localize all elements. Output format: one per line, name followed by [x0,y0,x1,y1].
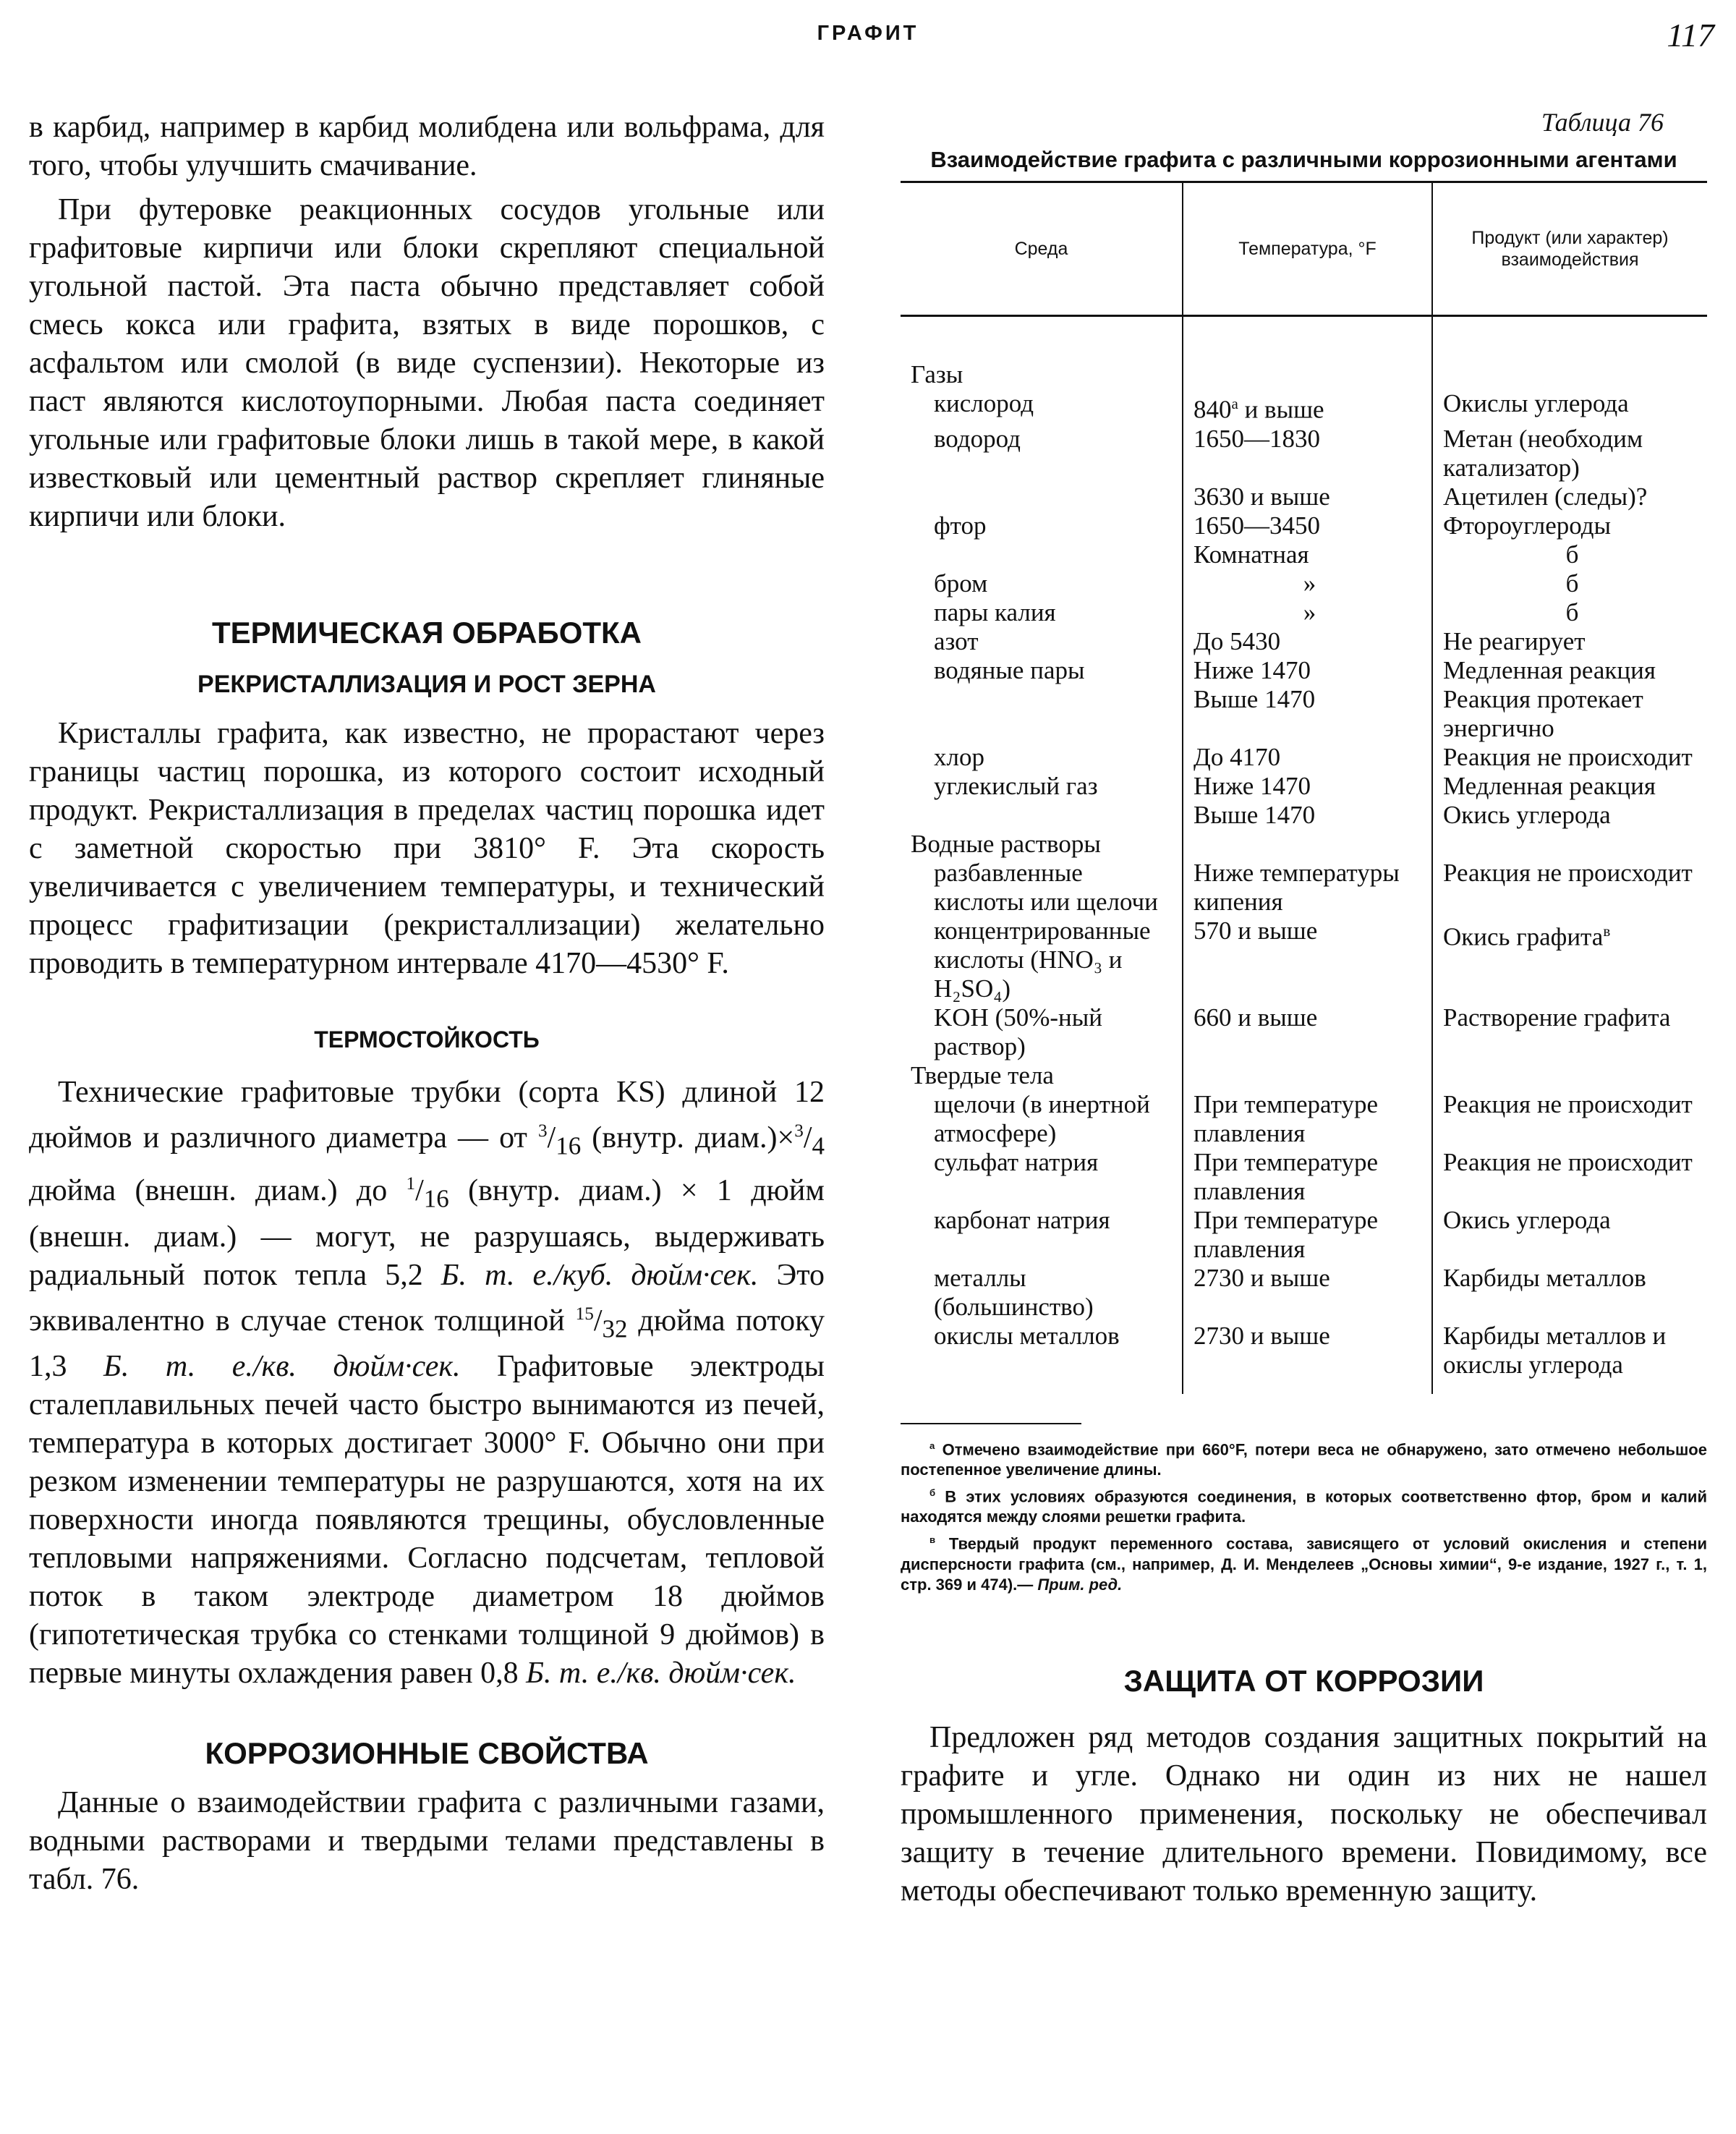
cell-product [1432,316,1707,390]
cell-medium: хлор [934,742,984,771]
cell-temperature: 2730 и выше [1183,1264,1432,1322]
table-row [901,1264,1707,1322]
table-row [901,569,1707,598]
cell-medium: металлы (большинство) [934,1263,1094,1321]
cell-medium: щелочи (в инертной атмосфере) [934,1089,1150,1147]
cell-temperature: Комнатная [1183,540,1432,569]
cell-temperature: $840^а$ и выше [1183,389,1432,425]
cell-product: б [1432,598,1707,627]
cell-temperature: » [1183,598,1432,627]
header-temperature: Температура, °F [1183,182,1432,316]
cell-temperature [1183,830,1432,859]
table-row [901,1322,1707,1394]
cell-temperature: Ниже 1470 [1183,656,1432,685]
cell-temperature: При температуре плавления [1183,1206,1432,1264]
cell-medium: карбонат натрия [934,1205,1110,1234]
cell-product: Окись углерода [1432,1206,1707,1264]
cell-medium: углекислый газ [934,771,1098,800]
footnote-c: $^в$ Твердый продукт переменного состава, зависящего от условий окисления и степени дисперсности графита (см., например, Д. И. Менделеев „Основы химии“, 9-е издание, 1927 г., т. 1, стр. 369 и 474).— Прим. ред. [901,1534,1707,1594]
table-label: Таблица 76 [1541,108,1664,137]
cell-temperature: При температуре плавления [1183,1148,1432,1206]
cell-medium: водяные пары [934,655,1085,684]
paragraph-lining: При футеровке реакционных сосудов угольные или графитовые кирпичи или блоки скрепляют специальной угольной пастой. Эта паста обычно представляет собой смесь кокса или графита, взятых в виде порошков, с асфальтом или смолой (в виде суспензии). Некоторые из паст являются кислотоупорными. Любая паста соединяет угольные или графитовые блоки лишь в такой мере, в какой известковый или цементный раствор скрепляет глиняные кирпичи или блоки. [29,193,825,533]
cell-temperature: 1650—1830 [1183,425,1432,483]
table-header-row [901,182,1707,316]
cell-medium: KOH (50%-ный раствор) [934,1003,1103,1060]
table-row [901,1206,1707,1264]
paragraph-corrosion-intro: Данные о взаимодействии графита с различными газами, водными растворами и твердыми телами представлены в табл. 76. [29,1786,825,1897]
cell-temperature [1183,1061,1432,1090]
cell-product: Реакция не происходит [1432,1090,1707,1148]
cell-product: Реакция не происходит [1432,743,1707,772]
table-row [901,1090,1707,1148]
right-column [901,107,1707,1910]
table-group-row [901,830,1707,859]
paragraph-carbide: в карбид, например в карбид молибдена или вольфрама, для того, чтобы улучшить смачивание. [29,111,825,182]
cell-temperature: До 4170 [1183,743,1432,772]
cell-product [1432,830,1707,859]
paragraph-protection: Предложен ряд методов создания защитных покрытий на графите и угле. Однако ни один из них не нашел промышленного применения, поскольку не обеспечивал защиту в течение длительного времени. Повидимому, все методы обеспечивают только временную защиту. [901,1720,1707,1908]
cell-medium [901,483,1183,511]
table-group-row [901,316,1707,390]
cell-product: Метан (необходим катализатор) [1432,425,1707,483]
cell-product: б [1432,569,1707,598]
cell-medium: азот [934,626,979,655]
cell-temperature: 3630 и выше [1183,483,1432,511]
cell-medium: Водные растворы [911,829,1101,858]
heading-heat-treatment: ТЕРМИЧЕСКАЯ ОБРАБОТКА [212,616,642,650]
cell-product: Реакция протекает энергично [1432,685,1707,743]
cell-product: Реакция не происходит [1432,859,1707,917]
cell-temperature: Выше 1470 [1183,685,1432,743]
cell-medium: пары калия [934,598,1056,626]
heading-corrosion-protection: ЗАЩИТА ОТ КОРРОЗИИ [1123,1663,1484,1698]
table-row [901,511,1707,540]
paragraph-recrystallization: Кристаллы графита, как известно, не прорастают через границы частиц порошка, из которого состоит исходный продукт. Рекристаллизация в пределах частиц порошка идет с заметной скоростью при 3810° F. Эта скорость увеличивается с увеличением температуры, и технический процесс графитизации (рекристаллизации) желательно проводить в температурном интервале 4170—4530° F. [29,717,825,980]
cell-temperature: При температуре плавления [1183,1090,1432,1148]
page-number: 117 [1667,17,1714,54]
cell-medium [901,801,1183,830]
table-row [901,598,1707,627]
cell-temperature: Ниже температуры кипения [1183,859,1432,917]
table-row [901,389,1707,425]
cell-medium: бром [934,569,988,598]
cell-medium: Газы [911,360,963,388]
paragraph-thermal-resistance: Технические графитовые трубки (сорта KS) длиной 12 дюймов и различного диаметра — от $^3/_{16}$ (внутр. $диам.)\times^3/_4$ дюйма (внешн. диам.) до $^1/_{16}$ (внутр. диам.) × 1 дюйм (внешн. диам.) — могут, не разрушаясь, выдерживать радиальный поток тепла 5,2 Б. т. е./куб. дюйм·сек. Это эквивалентно в случае стенок толщиной $^{15}/_{32}$ дюйма потоку 1,3 Б. т. е./кв. дюйм·сек. Графитовые электроды сталеплавильных печей часто быстро вынимаются из печей, температура в которых достигает 3000° F. Обычно они при резком изменении температуры не разрушаются, хотя на их поверхности иногда появляются трещины, обусловленные тепловыми напряжениями. Согласно подсчетам, тепловой поток в таком электроде диаметром 18 дюймов (гипотетическая трубка со стенками толщиной 9 дюймов) в первые минуты охлаждения равен 0,8 Б. т. е./кв. дюйм·сек. [29,1076,825,1691]
table-row [901,483,1707,511]
cell-medium: окислы металлов [934,1321,1120,1350]
left-column [29,109,825,1899]
table-row [901,743,1707,772]
cell-medium: фтор [934,511,987,540]
table-row [901,627,1707,656]
header-medium: Среда [901,182,1183,316]
cell-product: Реакция не происходит [1432,1148,1707,1206]
table-row [901,425,1707,483]
cell-medium: водород [934,424,1021,453]
cell-temperature: » [1183,569,1432,598]
cell-product: Окислы углерода [1432,389,1707,425]
cell-product: Не реагирует [1432,627,1707,656]
cell-medium: разбавленные кислоты или щелочи [934,858,1158,916]
table-row [901,685,1707,743]
cell-product: Окись углерода [1432,801,1707,830]
cell-temperature [1183,316,1432,390]
cell-product [1432,1061,1707,1090]
table-footnotes [901,1436,1707,1595]
heading-corrosion-properties: КОРРОЗИОННЫЕ СВОЙСТВА [205,1736,649,1771]
table-row [901,656,1707,685]
cell-medium [901,540,1183,569]
cell-product: Фтороуглероды [1432,511,1707,540]
table-row [901,772,1707,801]
table-row [901,859,1707,917]
table-body [901,316,1707,1394]
cell-temperature: 660 и выше [1183,1003,1432,1061]
cell-product: Карбиды металлов [1432,1264,1707,1322]
cell-product: Окись графита$^в$ [1432,917,1707,1003]
cell-temperature: До 5430 [1183,627,1432,656]
cell-product: б [1432,540,1707,569]
header-product: Продукт (или характер) взаимодействия [1432,182,1707,316]
cell-product: Растворение графита [1432,1003,1707,1061]
cell-temperature: 570 и выше [1183,917,1432,1003]
cell-medium: сульфат натрия [934,1147,1099,1176]
heading-recrystallization: РЕКРИСТАЛЛИЗАЦИЯ И РОСТ ЗЕРНА [197,671,656,698]
table-group-row [901,1061,1707,1090]
cell-temperature: 1650—3450 [1183,511,1432,540]
cell-medium: концентрированные кислоты (HNO₃ и H₂SO₄) [934,916,1151,1003]
running-header: ГРАФИТ [817,22,919,45]
table-row [901,917,1707,1003]
cell-product: Ацетилен (следы)? [1432,483,1707,511]
cell-temperature: Выше 1470 [1183,801,1432,830]
table-caption: Взаимодействие графита с различными коррозионными агентами [930,147,1677,172]
cell-medium: кислород [934,389,1034,417]
table-row [901,540,1707,569]
cell-product: Карбиды металлов и окислы углерода [1432,1322,1707,1394]
cell-medium [901,685,1183,743]
cell-product: Медленная реакция [1432,772,1707,801]
footnote-a: $^а$ Отмечено взаимодействие при 660°F, потери веса не обнаружено, зато отмечено небольшое постепенное увеличение длины. [901,1440,1707,1479]
cell-medium: Твердые тела [911,1060,1054,1089]
table-row [901,1003,1707,1061]
cell-product: Медленная реакция [1432,656,1707,685]
table-row [901,1148,1707,1206]
table-row [901,801,1707,830]
footnote-b: $^б$ В этих условиях образуются соединения, в которых соответственно фтор, бром и калий находятся между слоями решетки графита. [901,1487,1707,1526]
cell-temperature: Ниже 1470 [1183,772,1432,801]
heading-thermal-resistance: ТЕРМОСТОЙКОСТЬ [314,1026,540,1053]
footnote-rule [901,1423,1081,1424]
corrosion-table [901,181,1707,1394]
cell-temperature: 2730 и выше [1183,1322,1432,1394]
